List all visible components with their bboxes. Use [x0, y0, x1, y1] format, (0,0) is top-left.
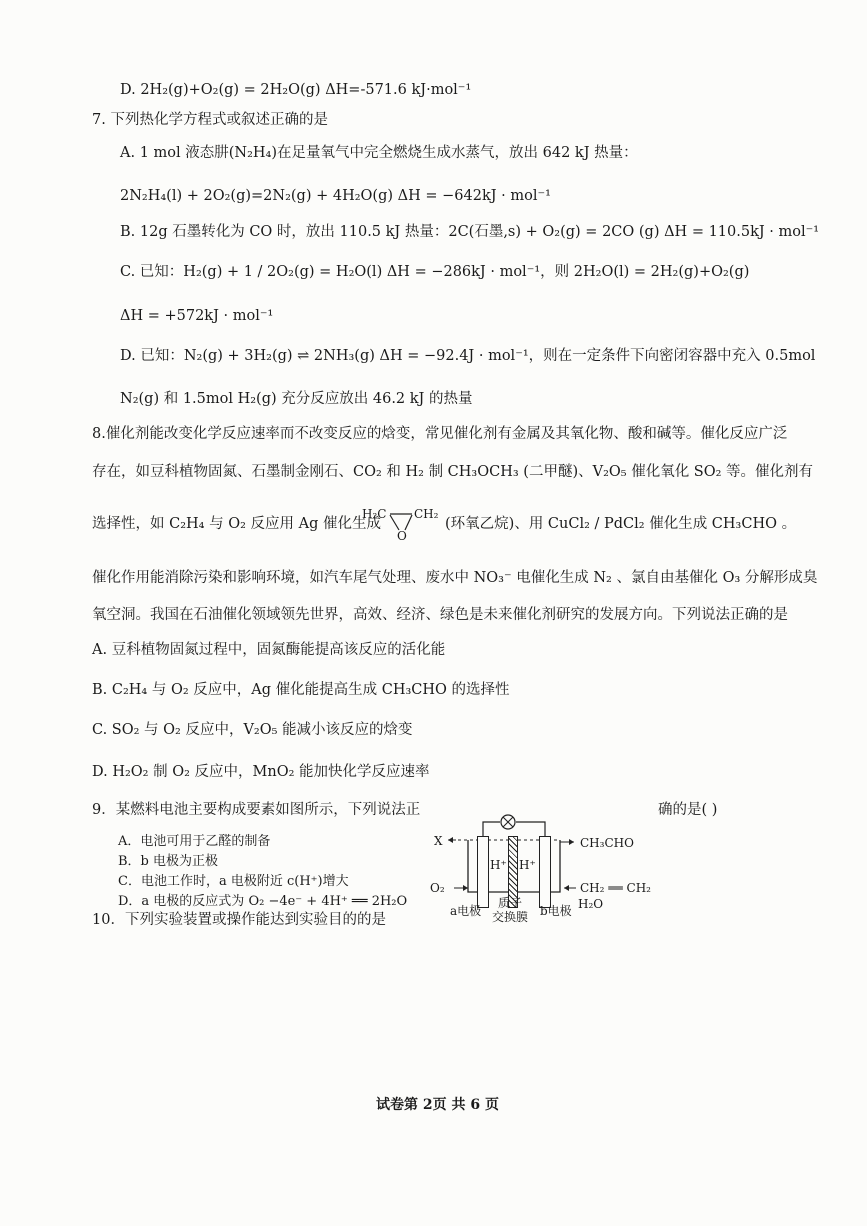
q9-stem-end: 确的是( ) [658, 802, 718, 818]
q10-stem: 10．下列实验装置或操作能达到实验目的的是 [92, 912, 386, 928]
ethylene-label: CH₂ ══ CH₂ [580, 881, 651, 895]
q7-option-a-equation: 2N₂H₄(l) + 2O₂(g)=2N₂(g) + 4H₂O(g) ΔH = −642kJ · mol⁻¹ [120, 188, 551, 204]
q8-stem-line1: 8.催化剂能改变化学反应速率而不改变反应的焓变，常见催化剂有金属及其氧化物、酸和碱等。催化反应广泛 [92, 426, 788, 442]
hplus-right: H⁺ [519, 858, 536, 872]
q7-option-b: B. 12g 石墨转化为 CO 时，放出 110.5 kJ 热量：2C(石墨,s) + O₂(g) = 2CO (g) ΔH = 110.5kJ · mol⁻¹ [120, 224, 820, 240]
q8-option-b: B. C₂H₄ 与 O₂ 反应中，Ag 催化能提高生成 CH₃CHO 的选择性 [92, 682, 510, 698]
q8-stem-line4: 催化作用能消除污染和影响环境，如汽车尾气处理、废水中 NO₃⁻ 电催化生成 N₂ 、氯自由基催化 O₃ 分解形成臭 [92, 570, 818, 586]
q9-option-c: C．电池工作时，a 电极附近 c(H⁺)增大 [118, 874, 349, 889]
epoxide-oxygen: O [397, 529, 407, 543]
q8-stem-line3b: (环氧乙烷)、用 CuCl₂ / PdCl₂ 催化生成 CH₃CHO 。 [445, 516, 797, 532]
q7-stem: 7. 下列热化学方程式或叙述正确的是 [92, 112, 328, 128]
a-electrode-label: a电极 [450, 904, 482, 918]
q8-stem-line2: 存在，如豆科植物固氮、石墨制金刚石、CO₂ 和 H₂ 制 CH₃OCH₃ (二甲醚)、V₂O₅ 催化氧化 SO₂ 等。催化剂有 [92, 464, 814, 480]
q7-option-c-dh: ΔH = +572kJ · mol⁻¹ [120, 308, 274, 324]
q8-option-d: D. H₂O₂ 制 O₂ 反应中，MnO₂ 能加快化学反应速率 [92, 764, 430, 780]
q7-option-d: D. 已知：N₂(g) + 3H₂(g) ⇌ 2NH₃(g) ΔH = −92.4J · mol⁻¹，则在一定条件下向密闭容器中充入 0.5mol [120, 348, 816, 364]
membrane-label-line2: 交换膜 [492, 910, 529, 924]
q9-option-a: A．电池可用于乙醛的制备 [118, 834, 271, 849]
q7-option-c: C. 已知：H₂(g) + 1 / 2O₂(g) = H₂O(l) ΔH = −286kJ · mol⁻¹，则 2H₂O(l) = 2H₂(g)+O₂(g) [120, 264, 750, 280]
epoxide-left-carbon: H₂C [362, 507, 387, 521]
q9-stem: 9．某燃料电池主要构成要素如图所示，下列说法正 [92, 802, 421, 818]
q7-option-a: A. 1 mol 液态肼(N₂H₄)在足量氧气中完全燃烧生成水蒸气，放出 642 kJ 热量： [120, 145, 638, 161]
page-footer: 试卷第 2页 共 6 页 [376, 1097, 499, 1113]
q6-option-d: D. 2H₂(g)+O₂(g) = 2H₂O(g) ΔH=-571.6 kJ·mol⁻¹ [120, 82, 472, 98]
b-electrode-plate [539, 836, 551, 908]
h2o-label: H₂O [578, 897, 604, 911]
membrane-label-line1: 质子 [498, 896, 523, 910]
ch3cho-label: CH₃CHO [580, 836, 634, 850]
q8-stem-line5: 氧空洞。我国在石油催化领域领先世界，高效、经济、绿色是未来催化剂研究的发展方向。下列说法正确的是 [92, 607, 788, 623]
q9-option-d: D．a 电极的反应式为 O₂ −4e⁻ + 4H⁺ ══ 2H₂O [118, 894, 408, 909]
q7-option-d-cont: N₂(g) 和 1.5mol H₂(g) 充分反应放出 46.2 kJ 的热量 [120, 391, 473, 407]
q8-option-a: A. 豆科植物固氮过程中，固氮酶能提高该反应的活化能 [92, 642, 446, 658]
x-label: X [434, 834, 443, 848]
b-electrode-label: b电极 [540, 904, 572, 918]
fuel-cell-diagram [420, 808, 670, 933]
epoxide-right-carbon: CH₂ [414, 507, 439, 521]
hplus-left: H⁺ [490, 858, 507, 872]
q8-option-c: C. SO₂ 与 O₂ 反应中，V₂O₅ 能减小该反应的焓变 [92, 722, 413, 738]
epoxide-structure [362, 505, 442, 543]
a-electrode-plate [477, 836, 489, 908]
q8-stem-line3a: 选择性，如 C₂H₄ 与 O₂ 反应用 Ag 催化生成 [92, 516, 381, 532]
o2-label: O₂ [430, 881, 445, 895]
q9-option-b: B．b 电极为正极 [118, 854, 219, 869]
